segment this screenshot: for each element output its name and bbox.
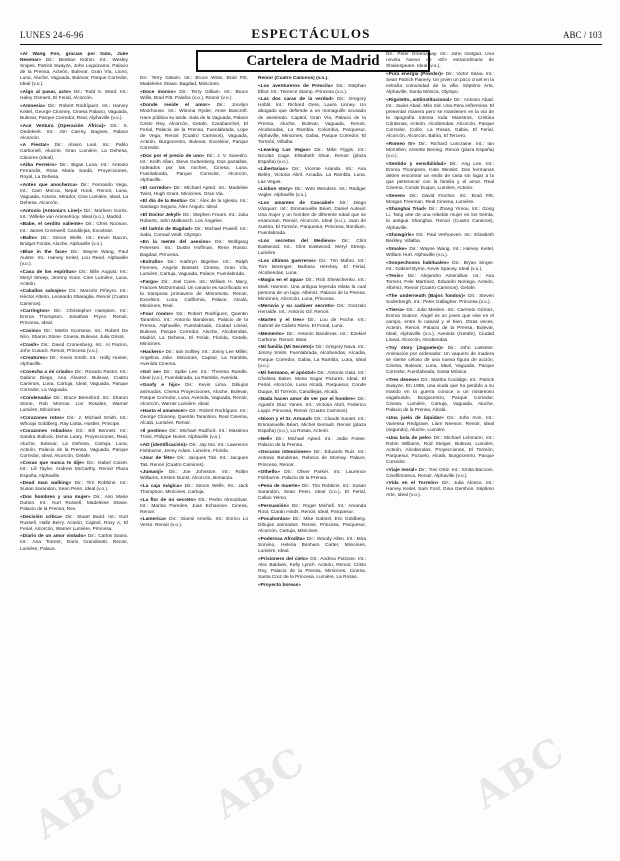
film-listing: [258, 148, 366, 166]
film-title: «Nada hacen amor de ver por el hombre»: [258, 397, 356, 403]
film-details: Dir.: Bill Bennett. Int.: Sandra Bullock, Denis Leary. Proyecciones, Real, Aluche, Bulevar, La Dehesa, Cartuja, Luna, Acteón, Palacio de la Prensa, Vaguada, Parque Corredor, Ideal, Alcorcón, Getafe.: [20, 429, 128, 459]
film-details: Dir.: Wim Wenders. Int.: Rüdiger Vogler. Alphaville (v.o.).: [258, 187, 366, 199]
film-details: Dir.: Todd S. Ward. Int.: Haley Osment, El Ferial, Alcorcón.: [20, 90, 128, 102]
film-title: «Las dos caras de la verdad»: [258, 97, 334, 103]
film-details: Dir.: Paul Verhoeven. Int.: Elizabeth Berkley. Villalba.: [386, 233, 494, 245]
film-title: «Martes y el tres»: [258, 317, 305, 323]
film-listing: [258, 484, 366, 502]
film-listing: [258, 557, 366, 581]
film-listing: [140, 498, 248, 516]
film-listing: [20, 209, 128, 221]
film-title: «Leaving Las Vegas»: [258, 147, 311, 153]
film-title: «Libertarias»: [258, 167, 288, 173]
film-details: Dir.: Bille August. Int.: Meryl Streep, Jeremy Irons. Cine Lumière, Luna, Acteón.: [20, 269, 128, 287]
listing-column-2: [140, 76, 248, 861]
film-title: «Othello»: [258, 470, 280, 476]
film-title: «Al Wang Foo, gracias por todo, Julie Newmar»: [20, 52, 128, 64]
film-listing: [140, 456, 248, 468]
film-listing: [258, 239, 366, 257]
film-title: «Persuasión»: [258, 503, 290, 509]
film-details: Dir.: Bigas Luna. Int.: Antonio Ferrandis, Rosa Maria Sardà, Proyecciones, Royal, La Dehesa.: [20, 163, 128, 181]
film-details: Dir.: S. Oedekerk. Int.: Jim Carrey, Bagnes, Palace Alcorcón.: [20, 123, 128, 141]
film-details: Dir.: Stephen Frears. Int.: Julia Roberts, John Malkovich. Los Ángeles.: [140, 212, 248, 225]
film-title: «The underneath (Bajos fondos)»: [386, 293, 466, 299]
film-details: Dir.: Roger Michell. Int.: Amanda Root, Ciarán Hinds. Renoir, Ideal, Parquesur.: [258, 503, 366, 515]
film-title: «Poderosa Afrodita»: [258, 537, 306, 543]
film-title: «Los aventureros de Prescila»: [258, 83, 334, 89]
film-details: Dir.: Antonio Abad. Int.: Javier Abad, Milo Sid. Una Pera enfermera. El presentar manera pero se mantienen en la vía de la tipografía intenta toda Maestros, Cristina Cárdenas, Acteón, Alcobendas, Alcorcón, Parque Corredor, Colón, La Rosas, Gabia, El Ferial, Alcorcón, Alcorcón, Bahía, El Tercero.: [386, 97, 494, 140]
film-title: «Casino»: [20, 328, 42, 334]
film-title: «La caja mágica»: [140, 483, 183, 489]
film-listing: [386, 72, 494, 96]
film-listing: [386, 436, 494, 466]
film-title: «Doce monos»: [140, 89, 177, 95]
film-listing: [20, 52, 128, 89]
film-listing: [140, 199, 248, 211]
film-details: Dir.: Carlos Saura. Int.: Ana Torrent, Darío Grandinetti. Renoir, Lumière, Palace.: [20, 534, 128, 552]
page-header: [20, 28, 602, 45]
film-title: «Dead man walking»: [20, 481, 72, 487]
film-details: Dir.: Peter Greenaway. Int.: John Gielgud. Una novela Nuevo de «El» extraordinaria de Shakespeare. Ideal (v.o.).: [386, 52, 494, 70]
film-listing: [140, 76, 248, 88]
film-listing: [20, 90, 128, 102]
film-listing: [140, 154, 248, 184]
film-details: Dir.: Claude Sautet. Int.: Emmanuelle Béart, Michel Serrault. Renoir (plaza España) (v.o.), La Rosas, Acteón.: [258, 416, 366, 435]
film-details: Dir.: Kevin Smith. Int.: Holly Hunter, Alphaville.: [20, 356, 128, 368]
film-details: Dir.: Michael Apted. Int.: Jodie Foster. Palacio de la Prensa.: [258, 436, 366, 448]
film-listing: [140, 280, 248, 310]
film-details: Dir.: Oliver Parker. Int.: Laurence Fishburne. Palacio de la Prensa.: [258, 470, 366, 482]
film-listing: [386, 194, 494, 206]
film-title: «Oscuras intenciones»: [258, 450, 312, 456]
film-details: Dir.: Alejandro Amenábar. Int.: Ana Torrent, Fele Martínez, Eduardo Noriega. Acteón, Albéniz, Renoir (Cuatro Caminos), Getafe.: [386, 274, 494, 292]
film-title: «Romeo IV»: [386, 141, 416, 147]
film-details: Dir.: Terry Gilliam. Int.: Bruce Willis, Brad Pitt, Madeleine Stowe. Bagdad, Minicines.: [140, 76, 248, 88]
film-details: Dir.: Iain Softley. Int.: Jonny Lee Miller, Angelina Jolie. Minicines, Capitol, La Rambla, Avenida Cinema.: [140, 349, 248, 368]
film-listing: [140, 240, 248, 258]
film-details: Dir.: Bruce Beresford. Int.: Sharon Stone, Rob Morrow. Los Rosales, Warner Lumière, Minicines.: [20, 395, 128, 414]
listing-column-3: [258, 76, 366, 861]
film-listing: [20, 481, 128, 493]
film-details: Dir.: Zhang Yimou. Int.: Gong Li. Tang arte de una rebelde mujer en los treinta, la antigua Shanghai. Renoir (Cuatro Caminos), Alphaville.: [386, 207, 494, 231]
film-details: Dir.: Gianni Amelio. Int.: Enrico Lo Verso. Renoir (v.o.).: [140, 517, 248, 529]
film-title: «Antonio (Antonia's Line)»: [20, 208, 82, 214]
film-listing: [258, 304, 366, 316]
film-title: «Pura energía (Powder)»: [386, 71, 444, 77]
film-title: «Amnesia»: [20, 103, 46, 109]
film-details: Dir.: Clint Eastwood. Int.: Clint Eastwood, Meryl Streep. Lumière.: [258, 238, 366, 257]
film-title: «Los últimos guerreros»: [258, 258, 317, 264]
film-details: Dir.: Martin Scorsese. Int.: Robert De Niro, Sharon Stone. Cinesa, Bulevar, Julia Grisol.: [20, 328, 128, 341]
film-title: «Cosecha a mi criado»: [20, 370, 74, 375]
film-details: Dir.: Ann Marie Dutton. Int.: Kurt Russell, Madeleine Stowe. Palacio de la Prensa, Rex.: [20, 494, 128, 512]
film-listing: [386, 261, 494, 273]
film-title: «Sentido y sensibilidad»: [386, 161, 447, 167]
film-title: «Mi hermano, el apóstol»: [258, 371, 316, 377]
film-listing: [386, 346, 494, 376]
film-title: «Toy story (Juguetes)»: [386, 345, 444, 351]
film-title: «Donde reside el amor»: [140, 103, 210, 109]
film-title: Renoir (Cuatro Caminos) (v.o.).: [258, 76, 329, 81]
film-listing: [140, 90, 248, 102]
film-title: «En la mente del asesino»: [140, 240, 211, 246]
film-listing: [140, 409, 248, 427]
film-title: «Blue in the face»: [20, 249, 68, 255]
film-details: Dir.: Richard Loncraine. Int.: Ian McKellen, Annette Bening. Renoir (plaza España) (v.o.).: [386, 141, 494, 159]
film-title: «Crash»: [20, 342, 39, 348]
film-title: «Memento»: [258, 331, 285, 337]
film-listing: [258, 167, 366, 185]
film-title: «Creatures»: [20, 356, 48, 362]
film-details: Dir.: Beeban Kidron. Int.: Wesley Snipes, Patrick Swayze, John Leguizamo. Palacio de la Prensa, Acteón, Bulevar, Gran Vía, Liceo, Luna, Aluche, Vaguada, Bulevar, Parque Corredor, Ideal (v.o.).: [20, 58, 128, 88]
film-details: Dir.: Robert Rodríguez, Quentin Tarantino. Int.: Antonio Banderas. Palacio de la Prensa, Alphaville, Fuenlabrada, Ciudad Lineal, Bulevar, Parque Corredor, Aluche, Alcobendas, Madrid, La Dehesa, El Ferial, Florida, Getafe, Minicines.: [140, 311, 248, 348]
film-details: Dir.: John Irvin. Int.: Vanessa Redgrave, Liam Neeson. Renoir, Ideal (segundo), Aluche, Lumière.: [386, 415, 494, 433]
film-listing: [386, 416, 494, 434]
film-listing: [20, 461, 128, 479]
film-listing: [140, 517, 248, 529]
film-details: Dir.: Fernando Vega. Int.: Cam Mocca, Nepal Hook, Renoir, Luna, Vaguada, Acteón, Mirador, Cine Lumière, Ideal, La Dehesa, Alcorcón.: [20, 182, 128, 207]
film-listing: [386, 294, 494, 306]
film-details: Dir.: Stuart Baird. Int.: Kurt Russell, Halle Berry. Acteón, Capitol, Roxy A, El Ferial, Alcorcón, Warner Lumière, Princesa.: [20, 514, 128, 532]
film-listing: [258, 470, 366, 482]
watermark-stamp: ABC: [205, 737, 313, 828]
film-details: Dir.: Robert Rodríguez. Int.: Harvey Keitel, George Clooney. Cinesa Palacio, Vaguada, Bulevar, Parque Corredor, Real, Alphaville (v.o.).: [20, 103, 128, 121]
film-title: «Showgirls»: [386, 233, 415, 239]
film-listing: [140, 470, 248, 482]
film-listing: [140, 260, 248, 278]
film-details: Dir.: Wayne Wang, Paul Auster. Int.: Harvey Keitel, Lou Reed. Alphaville (v.o.).: [20, 249, 128, 267]
film-listing: [140, 370, 248, 382]
film-details: Dir.: Toni Ortiz. Int.: Smita Baccom. Cinefilmoteca, Renoir. Alphaville (v.o.).: [386, 467, 494, 479]
film-title: «Decisión crítica»: [20, 514, 63, 520]
film-title: «El día de la Bestia»: [140, 199, 188, 205]
film-details: Dir.: Kevin Lima. Dibujos animados. Cinesa Proyecciones, Aluche, Bulevar, Parque Corredor, Luna, Avenida, Vaguada, Renoir, Alcorcón, Warner Lumière, Ideal.: [140, 383, 248, 407]
listing-column-1: [20, 52, 128, 837]
film-title: «Diario de un amor violado»: [20, 534, 87, 540]
film-title: «AD (identificación)»: [140, 442, 188, 448]
film-details: Dir.: Simon Wells. Int.: Kevin Bacon, Bridget Fonda. Aluche, Alphaville (v.o.).: [20, 236, 128, 248]
film-listing: [258, 417, 366, 435]
film-details: Dir.: Michael Apted. Int.: Madeline Twist, Hugh Grant. Minicines, Gran Via.: [140, 185, 248, 197]
film-details: Dir.: Rick Shewchenko. Int.: Mark Harmon. Una antigua leyenda relata la cual persona de un lago. Albéniz, Palacio de la Prensa, Minicines, Alcorcón, Luna, Princesa.: [258, 278, 366, 302]
film-title: «Casa de los espíritus»: [20, 269, 77, 275]
film-title: «Goofy e hijo»: [140, 383, 181, 389]
film-listing: [20, 104, 128, 122]
film-details: Dir.: Julio Medem. Int.: Carmelo Gómez, Emma Suárez. Ángel es un joven que vive en el campo, entre lo natural y el bien. Otras veces, Acteón, Renoir, Palacio de la Prensa, Bulevar, Ideal, Alphaville (v.o.), Avenida (Getafe), Ciudad Lineal, Alcorcón, Alcobendas.: [386, 307, 494, 344]
film-listing: [258, 345, 366, 369]
film-details: Dir.: Vicente Aranda. Int.: Ana Belén, Victoria Abril. Arcadia, La Rambla, Luna, Las Vegas.: [258, 167, 366, 185]
film-details: Dir.: Jocelyn Moorhouse. Int.: Winona Ryder, Anne Bancroft. Hace pública su tarde. Sala de la Vaguada, Palace Cristo Rey, Alcorcón, Getafe, Carabanchel, El Ferial, Palacio de la Prensa, Fuenlabrada, Lope de Vega, Renoir (Cuatro Caminos), Vaguada, Acteón, Burgocentro, Bulevar, Excelsior, Parque Corredor.: [140, 103, 248, 152]
film-title: «Jour de fête»: [140, 456, 175, 462]
film-listing: [258, 187, 366, 199]
film-title: «Dos hombres y una mujer»: [20, 494, 91, 500]
film-details: Dir.: J. V. Savedro. Int.: Keith Allan, Steve Guttenberg. Dos pantallas, rodeados por las noches, Cinesa, Luna, Fuenlabrada, Parque Corredor, Alcorcón, Alphaville.: [140, 153, 248, 183]
film-listing: [20, 309, 128, 327]
issue-date: LUNES 24-6-96: [20, 30, 84, 40]
film-listing: [20, 163, 128, 181]
film-listing: [140, 312, 248, 349]
film-listing: [20, 495, 128, 513]
film-listing: [20, 416, 128, 428]
film-title: «Vida en el Torreón»: [386, 481, 439, 487]
film-listing: [386, 247, 494, 259]
film-details: Dir.: Wolfgang Petersen. Int.: Dustin Hoffman, Rene Russo. Bagdad, Princesa.: [140, 240, 248, 258]
film-listing: [386, 378, 494, 415]
watermark-stamp: ABC: [465, 727, 573, 818]
film-listing: [20, 250, 128, 268]
film-listing: [20, 183, 128, 207]
film-listing: [386, 162, 494, 192]
film-title: «Four rooms»: [140, 311, 174, 317]
film-details: Dir.: Chris Noonan. Int.: James Cromwell. Candilejas, Excelsior.: [20, 222, 128, 234]
film-title: «Sospechosos habituales»: [386, 260, 450, 266]
film-listing: [386, 142, 494, 160]
film-title: «El Doctor Jekyll»: [140, 212, 182, 218]
film-title: «Tres deseos»: [386, 377, 420, 383]
film-title: «Una bola de pelo»: [386, 435, 432, 441]
film-title: «Alba Ferreiro»: [20, 163, 57, 169]
film-listing: [258, 332, 366, 344]
film-details: Dir.: John Lasseter. Animación por ordenador. Un vaquero de madera se siente celoso de una nueva figura de acción. Cinesa, Bulevar, Luna, Ideal, Vaguada, Parque Corredor, Fuenlabrada, Santa Mónica.: [386, 345, 494, 376]
film-listing: [20, 515, 128, 533]
film-title: «Lamerica»: [140, 517, 167, 523]
banner-title: Cartelera de Madrid: [246, 53, 380, 69]
film-title: «Extraño»: [140, 260, 164, 266]
film-title: «Nell»: [258, 436, 273, 442]
film-listing: [258, 537, 366, 555]
film-listing: [140, 227, 248, 239]
film-details: Dir.: Steven Soderbergh. Int.: Peter Gallagher. Princesa (v.o.).: [386, 293, 494, 306]
film-listing: [258, 318, 366, 330]
film-details: Dir.: Jay Nix. Int.: Lawrence Fishburne, Jenny Adam. Lumière, Florida.: [140, 442, 248, 454]
film-listing: [258, 259, 366, 277]
film-details: Dir.: Terry Gilliam. Int.: Bruce Willis, Brad Pitt. Palafox (v.o.), Renoir (v.o.).: [140, 89, 248, 101]
film-title: «Proyecto boreas»: [258, 582, 301, 588]
film-listing: [386, 274, 494, 292]
film-title: «Hackers»: [140, 349, 165, 355]
film-details: Dir.: Pedro Almodóvar. Int.: Marisa Paredes, Juan Echanove. Cinesa, Renoir.: [140, 497, 248, 515]
film-details: Dir.: Andrea Pulzone. Int.: Alec Baldwin, Kelly Lynch. Acteón, Renoir, Cristo Rey, Palacio de la Prensa, Minicines, Cinesa, Santa Cruz de la Princesa, Lumière, La Rosas.: [258, 556, 366, 581]
film-details: Dir.: Agustín Díaz Yanes. Int.: Victoria Abril, Federico Luppi. Princesa, Renoir (Cuatro Caminos).: [258, 397, 366, 415]
film-details: Dir.: Eduardo Ruiz. Int.: Antonio Banderas, Rebeca de Mornay. Palace, Princesa, Renoir.: [258, 450, 366, 468]
film-details: Dir.: Jacques Tati. Int.: Jacques Tati. Renoir (Cuatro Caminos).: [140, 456, 248, 468]
film-listing: [386, 52, 494, 70]
film-details: Dir.: Gregory Hoblit. Int.: Richard Gere, Laura Linney. Un abogado que defiende a un monaguillo acusado de asesinato. Capitol, Gran Vía, Palacio de la Prensa, Aluche, Bulevar, Vaguada, Renoir, Alcobendas, La Rambla, Colombia, Parquesur, Alphaville, Minicines, Gabia, Parque Corredor, El Torreón, Villalba.: [258, 97, 366, 145]
film-title: «Viaje moral»: [386, 467, 418, 473]
film-details: Dir.: David Cronenberg. Int.: Al Pacino, John Cusack. Renoir, Princesa (v.o.).: [20, 342, 128, 354]
film-title: «Caballos salvajes»: [20, 289, 67, 295]
film-listing: [258, 504, 366, 516]
film-details: Dir.: Isabel Coixet. Int.: Lili Taylor, Andrew McCarthy. Renoir Plaza España, Alphaville.: [20, 461, 128, 479]
film-title: «Magia en el agua»: [258, 278, 304, 284]
film-listing: [140, 213, 248, 225]
film-title: «Babe, el cerdito valiente»: [20, 222, 84, 228]
film-listing: [20, 236, 128, 248]
film-title: «Tierra»: [386, 307, 405, 313]
film-title: «Lisbon story»: [258, 187, 293, 193]
film-title: «Condenada»: [20, 395, 52, 401]
listing-column-5: [504, 52, 612, 837]
film-title: «Carrington»: [20, 309, 50, 315]
film-details: Dir.: Joel Coen. Int.: William H. Macy, Frances McDormand. Un canario es sacrificado en la tramposa primavera de Minnesota. Renoir, Excelsior, Luna, California, Palace, Alcalá, Minicines, Real.: [140, 279, 248, 310]
film-listing: [258, 517, 366, 535]
film-title: «Algo al pasar, acto»: [20, 90, 72, 96]
film-details: Dir.: Michael Lehmann. Int.: Robin Williams, Rod Steiger, Bulevar, Lumière, Acteón, Alcobendas, Proyecciones, El Torreón, Parquesur, Pozuelo, Alcalá, Burgocentro, Parque Corredor.: [386, 435, 494, 465]
film-details: Dir.: Simon Wells. Int.: Jack Thompson. Minicines, Cartuja.: [140, 483, 248, 495]
listing-column-4: [386, 52, 494, 837]
film-listing: [258, 583, 366, 589]
watermark-stamp: ABC: [25, 757, 133, 848]
film-listing: [258, 278, 366, 302]
film-listing: [140, 383, 248, 407]
film-details: Dir.: Lou de Poche. Int.: Gabriel de Calixto Riera. El Ferial, Luna.: [258, 317, 366, 330]
film-listing: [20, 429, 128, 459]
film-details: Dir.: Christopher Hampton. Int.: Emma Thompson, Jonathan Pryce. Renoir, Princesa, Ideal.: [20, 309, 128, 327]
film-listing: [258, 397, 366, 415]
film-title: «Pocahontas»: [258, 517, 291, 523]
film-details: Dir.: Ricardo Pastor. Int.: Gabino Diego, Ana Álvarez. Bulevar, Cuatro Caminos, Luna, Cartuja, Ideal, Vaguada, Parque Corredor, La Vaguada.: [20, 370, 128, 394]
film-listing: [140, 443, 248, 455]
film-details: Dir.: David Fincher. Int.: Brad Pitt, Morgan Freeman. Real Cinema, Lumière.: [386, 193, 494, 205]
film-title: «Antes que anochezca»: [20, 182, 78, 188]
film-details: Dir.: Álvaro Leal. Int.: Pablo Carbonell, Alucine, Gran Lumière, La Dehesa, Cáceres (Ideal).: [20, 143, 128, 161]
film-listing: [386, 481, 494, 499]
film-title: «A Fiesta!»: [20, 143, 50, 149]
film-listing: [20, 222, 128, 234]
film-title: «Tesis»: [386, 274, 404, 280]
film-details: Dir.: J. Michael Smith. Int.: Whoopi Goldberg, Ray Liotta. Hustler, Principe.: [20, 415, 128, 427]
film-listing: [258, 76, 366, 82]
film-details: Dir.: Tim Mahro. Int.: Tom Berenger, Barbara Hershey. El Ferial, Alcobendas, Luna.: [258, 258, 366, 276]
film-details: Dir.: Stephan Elliot. Int.: Terence Stamp. Princesa (v.o.).: [258, 83, 366, 95]
film-details: Dir.: Tim Robbins. Int.: Susan Sarandon, Sean Penn. Ideal (v.o.).: [20, 481, 128, 493]
film-listing: [20, 329, 128, 341]
film-title: «Fargo»: [140, 279, 159, 285]
film-details: Dir.: Bryan Singer. Int.: Gabriel Byrne, Kevin Spacey. Ideal (v.o.).: [386, 260, 494, 272]
film-listing: [140, 186, 248, 198]
film-details: Dir.: Antonio Gala. Int.: Chelsea Baker. Mesa Sugar Pictures. Ideal, El Ferial, Alcorcón, Luna Alcalá, Parquesur, Conde Duque, El Torreón, Candilejas, Alcalá.: [258, 371, 366, 395]
film-details: Dir.: Marcelo Piñeyro. Int.: Héctor Alterio, Leonardo Sbaraglia. Renoir (Cuatro Caminos).: [20, 289, 128, 307]
film-listing: [258, 201, 366, 238]
film-title: «El corredor»: [140, 185, 172, 191]
film-details: Dir.: Mike Figgis. Int.: Nicolas Cage, Elisabeth Shue. Renoir (plaza España) (v.o.).: [258, 147, 366, 165]
film-details: Dir.: Michael Radford. Int.: Massimo Troisi, Philippe Noiret. Alphaville (v.o.).: [140, 429, 248, 441]
page-number: ABC / 103: [562, 30, 602, 40]
film-details: Dir.: Gregory Nava. Int.: Jimmy Smits. Fuenlabrada, Alcobendas, Arcadia, Parque Corredor, Gabia, La Rambla, Luna, Ideal (v.o.).: [258, 345, 366, 369]
film-listing: [258, 437, 366, 449]
film-listing: [140, 484, 248, 496]
film-details: Dir.: Martha Coolidge. Int.: Patrick Swayze. En 1955, una viuda que ha perdido a su marido en la guerra conoce a un misterioso vagabundo. Burgocentro, Parque Corredor, Cinesa, Lumière, Cartuja, Vaguada, Aluche, Palacio de la Prensa, Alcalá.: [386, 377, 494, 414]
film-title: «La flor de mi secreto»: [140, 497, 197, 503]
film-details: Dir.: Spike Lee. Int.: Theresa Randle. Ideal (v.o.), Fuenlabrada, La Rambla, Avenida.: [140, 369, 248, 381]
film-details: Dir.: Ang Lee. Int.: Emma Thompson, Kate Winslet. Dos hermanas deben encontrar un estilo de casa sin lugar a la que pertenecer con la familia y el amor. Real Cinema, Conde Duque, Lumière, Acteón.: [386, 161, 494, 191]
film-listing: [20, 343, 128, 355]
section-title: ESPECTÁCULOS: [251, 26, 371, 41]
film-title: «Dos por el precio de uno»: [140, 153, 205, 159]
film-listing: [386, 308, 494, 345]
film-details: Dir.: Gonzalo Herralde. Int.: Antonio Gil. Renoir.: [258, 304, 366, 316]
film-listing: [386, 207, 494, 231]
film-listing: [258, 371, 366, 395]
film-details: Dir.: Woody Allen. Int.: Mira Sorvino, Helena Bonham Carter, Minicines, Lumière, Ideal.: [258, 537, 366, 555]
film-details: Dir.: Robert Rodríguez. Int.: George Clooney, Quentin Tarantino. Real Cinema, Alcalá, Lumière, Renoir.: [140, 409, 248, 427]
film-listing: [258, 84, 366, 96]
film-title: «Jumanji»: [140, 470, 164, 476]
film-title: «Balto»: [20, 236, 38, 242]
film-details: Dir.: Julia Alonso. Int.: Harvey Keitel, Sam Ford, Gina Gershon. Séptimo Arte, Ideal (v.o.).: [386, 481, 494, 499]
film-details: Dir.: Joe Johnston. Int.: Robin Williams, Kirsten Dunst. Alcorcón, Bonanza.: [140, 470, 248, 482]
film-title: «Corazones robados»: [20, 429, 73, 435]
film-listing: [20, 124, 128, 142]
film-listing: [140, 103, 248, 152]
film-listing: [140, 429, 248, 441]
film-listing: [20, 143, 128, 161]
film-title: «Corazones rotos»: [20, 415, 65, 421]
film-title: «Los amantes de Cascabel»: [258, 200, 335, 206]
film-title: «Shanghai Triad»: [386, 207, 427, 213]
film-title: «Los secretos del Medievo»: [258, 238, 336, 244]
film-listing: [20, 289, 128, 307]
film-listing: [20, 534, 128, 552]
film-details: Dir.: Antonio Banderas. Int.: Ezekiel Carbone. Renoir, Ideal.: [258, 331, 366, 343]
film-title: «Il postino»: [140, 429, 168, 435]
film-listing: [20, 270, 128, 288]
film-details: Dir.: Kathryn Bigelow. Int.: Ralph Fiennes, Angela Bassett. Cinesa, Gran Vía, Lumière, Cartuja, Vaguada, Palace, Fuenlabrada.: [140, 260, 248, 278]
film-details: Dir.: Diego Vázquez. Int.: Emmanuelle Béart, Daniel Auteuil. Una mujer y un hombre de diferente edad que se enamoran. Renoir, Alcorcón, Ideal (v.o.), Juan de Austria, El Torreón, Parquesur, Princesa, Bonilium, Fuenlabrada.: [258, 200, 366, 237]
film-title: «Prisionero del cielo»: [258, 556, 309, 562]
film-title: «Rigoletto, antiinstitucional»: [386, 97, 452, 103]
film-listing: [258, 97, 366, 146]
film-listing: [386, 468, 494, 480]
film-title: «Mi familia (Mi Secreto)»: [258, 345, 315, 351]
film-listing: [20, 396, 128, 414]
film-title: «Smoke»: [386, 246, 408, 252]
film-title: «Hasta el amanecer»: [140, 409, 188, 415]
film-title: «Una juela de liquidar»: [386, 415, 444, 421]
film-listing: [258, 450, 366, 468]
film-details: Dir.: Mike Gabriel, Eric Goldberg. Dibujos animados. Renoir, Princesa, Parquesur, Alcorcón, Cartuja, Minicines.: [258, 517, 366, 535]
film-listing: [386, 98, 494, 141]
film-details: Dir.: Tim Robbins. Int.: Susan Sarandon, Sean Penn. Ideal (v.o.), El Ferial, Callao Yelmo.: [258, 483, 366, 501]
film-listing: [386, 233, 494, 245]
film-listing: [20, 356, 128, 368]
film-details: Dir.: Michael Powell. Int.: Sabu, Conrad Veidt. Olympo.: [140, 226, 248, 238]
film-title: «Gol se»: [140, 369, 162, 375]
film-details: Dir.: Victor Salva. Int.: Sean Patrick Flanery. Un joven un poco cruel en la extraña comunidad de la villa. Séptimo Arte, Alphaville, Santa Mónica, Olympo.: [386, 71, 494, 96]
film-title: «Pena de muerte»: [258, 483, 301, 489]
film-details: Dir.: Marleen Gorris. Int.: Willeke van Ammelrooy. Ideal (v.o.), Madrid.: [20, 208, 128, 220]
film-title: «Seven»: [386, 193, 406, 199]
film-details: Dir.: Álex de la Iglesia. Int.: Santiago Segura, Álex Angulo. Ideal.: [140, 199, 248, 211]
film-listing: [20, 370, 128, 394]
film-title: «Nixon y el Sr. Arnaud»: [258, 416, 313, 422]
film-details: Dir.: Wayne Wang. Int.: Harvey Keitel, William Hurt. Alphaville (v.o.).: [386, 246, 494, 258]
film-title: «Ace Ventura (Operación África)»: [20, 123, 106, 129]
film-title: «Cosas que nunca te dije»: [20, 461, 85, 467]
film-listing: [140, 350, 248, 368]
film-title: «El ladrón de Bagdad»: [140, 226, 193, 232]
film-title: «Meruvia y su cadáver secreto»: [258, 304, 335, 310]
